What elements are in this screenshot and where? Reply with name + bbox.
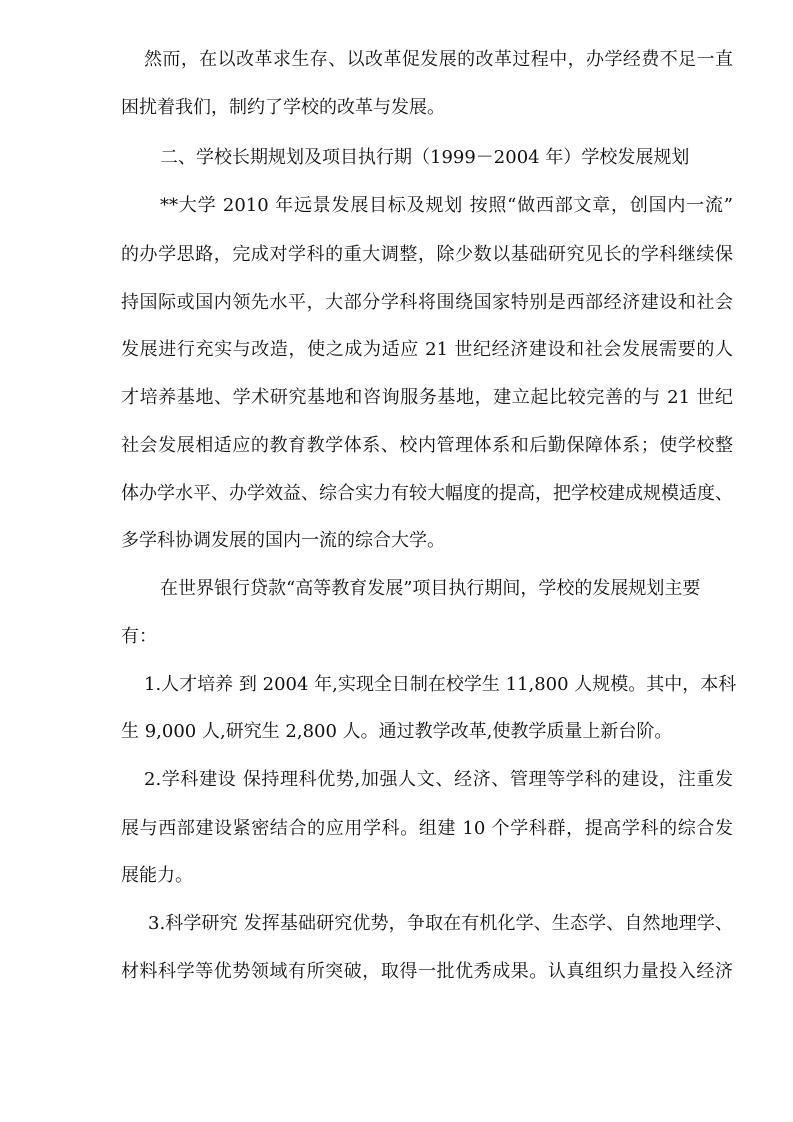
paragraph-line: 发展进行充实与改造，使之成为适应 21 世纪经济建设和社会发展需要的人 [121, 339, 733, 360]
paragraph-line: 才培养基地、学术研究基地和咨询服务基地，建立起比较完善的与 21 世纪 [121, 387, 733, 408]
paragraph-line: 多学科协调发展的国内一流的综合大学。 [121, 530, 445, 551]
list-item-line: 生 9,000 人,研究生 2,800 人。通过教学改革,使教学质量上新台阶。 [121, 721, 673, 742]
paragraph-line: 社会发展相适应的教育教学体系、校内管理体系和后勤保障体系；使学校整 [121, 435, 733, 456]
section-heading: 二、学校长期规划及项目执行期（1999－2004 年）学校发展规划 [160, 147, 690, 168]
paragraph-line: 在世界银行贷款“高等教育发展”项目执行期间，学校的发展规划主要 [160, 578, 701, 599]
paragraph-line: 有： [121, 626, 157, 647]
list-item-line: 展能力。 [121, 865, 193, 886]
list-item-line: 2.学科建设 保持理科优势,加强人文、经济、管理等学科的建设，注重发 [144, 769, 733, 790]
paragraph-line: 持国际或国内领先水平，大部分学科将围绕国家特别是西部经济建设和社会 [121, 292, 733, 313]
paragraph-line: **大学 2010 年远景发展目标及规划 按照“做西部文章，创国内一流” [160, 195, 733, 216]
paragraph-line: 然而，在以改革求生存、以改革促发展的改革过程中，办学经费不足一直 [144, 49, 733, 70]
paragraph-line: 困扰着我们，制约了学校的改革与发展。 [121, 97, 445, 118]
list-item-line: 展与西部建设紧密结合的应用学科。组建 10 个学科群，提高学科的综合发 [121, 818, 733, 839]
list-item-line: 材料科学等优势领域有所突破，取得一批优秀成果。认真组织力量投入经济 [121, 961, 733, 982]
paragraph-line: 体办学水平、办学效益、综合实力有较大幅度的提高，把学校建成规模适度、 [121, 483, 733, 504]
list-item-line: 1.人才培养 到 2004 年,实现全日制在校学生 11,800 人规模。其中，本科 [144, 674, 737, 695]
list-item-line: 3.科学研究 发挥基础研究优势，争取在有机化学、生态学、自然地理学、 [148, 913, 733, 934]
paragraph-line: 的办学思路，完成对学科的重大调整，除少数以基础研究见长的学科继续保 [121, 244, 733, 265]
